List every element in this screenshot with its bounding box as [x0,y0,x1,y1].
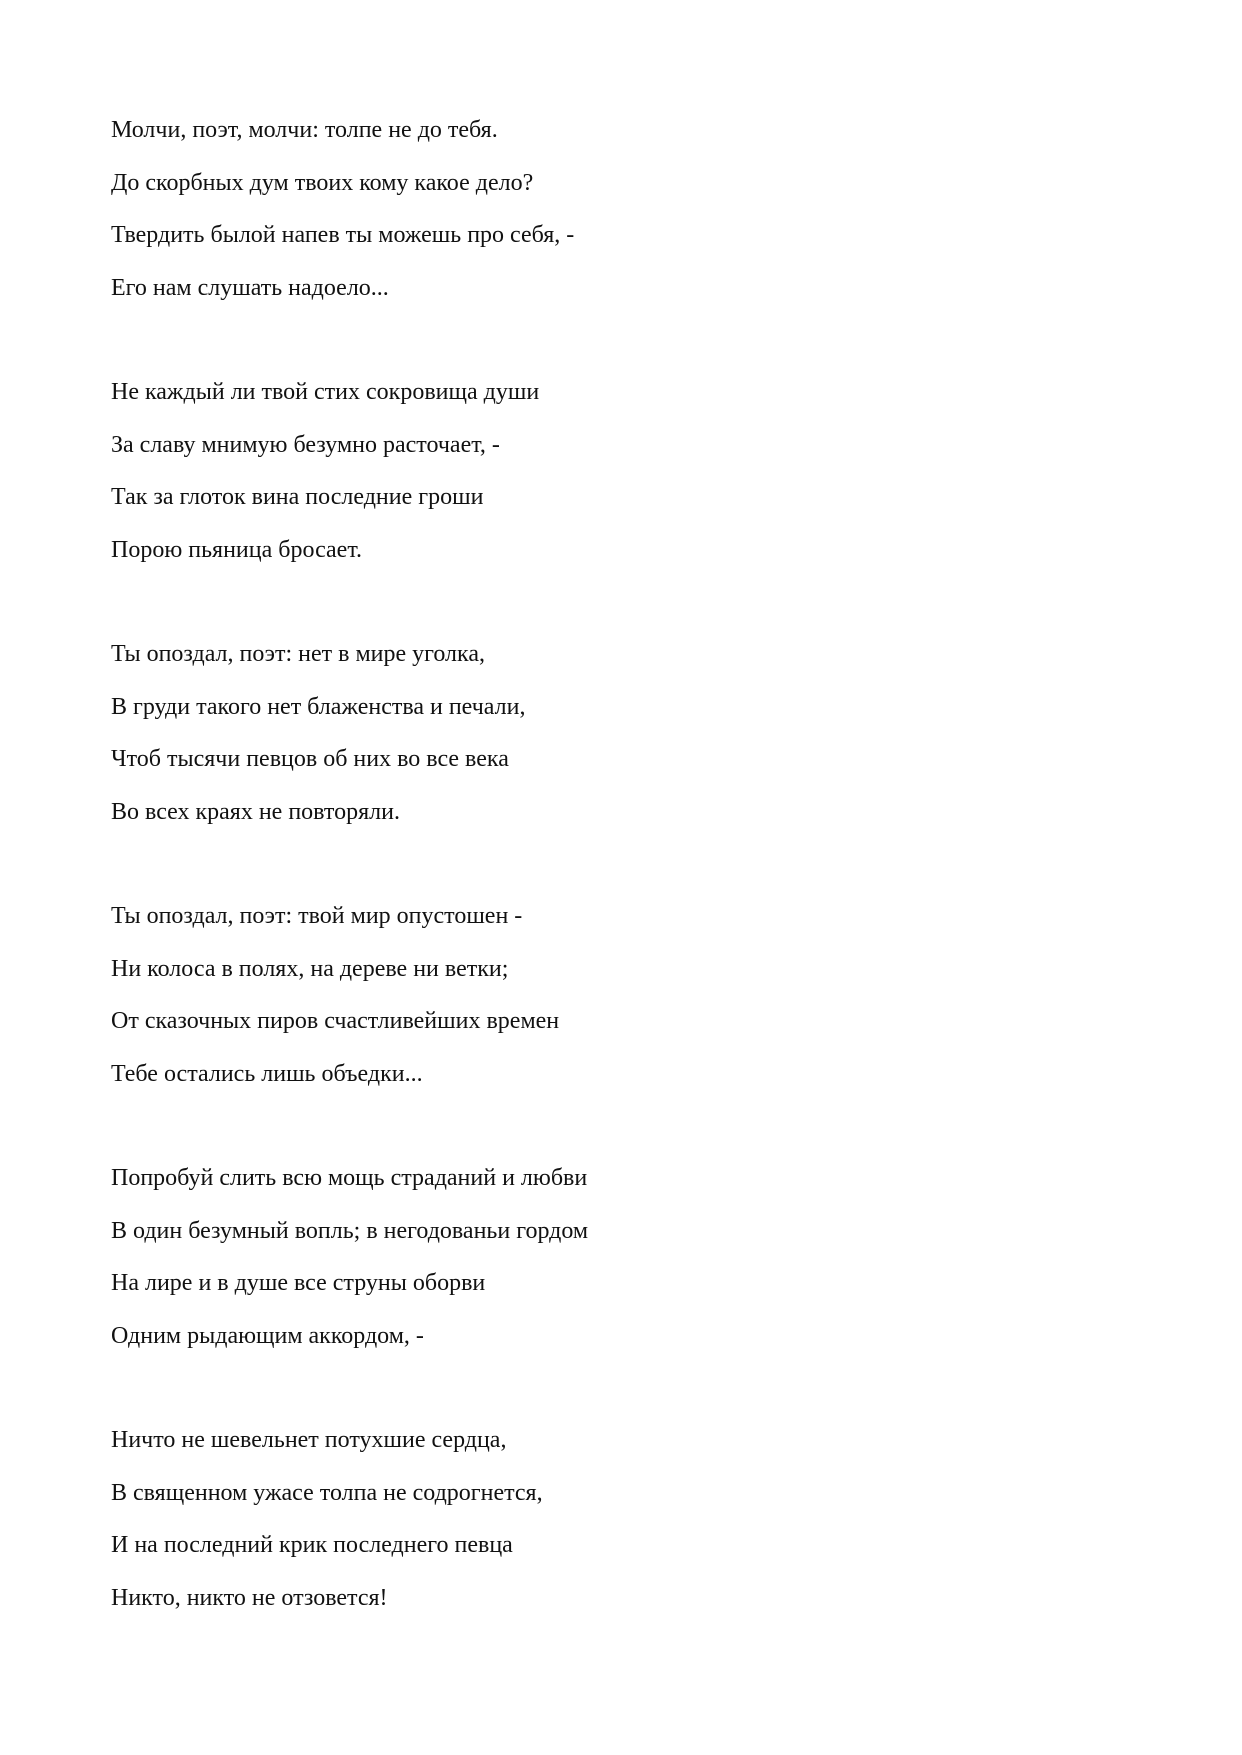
poem-line: Ни колоса в полях, на дереве ни ветки; [111,955,509,982]
poem-line: Так за глоток вина последние гроши [111,484,484,510]
poem-line: Ты опоздал, поэт: твой мир опустошен - [111,903,523,929]
poem-line: От сказочных пиров счастливейших времен [111,1008,560,1034]
poem-line: До скорбных дум твоих кому какое дело? [111,169,534,196]
poem-line: В груди такого нет блаженства и печали, [111,693,526,720]
poem-line: Его нам слушать надоело... [111,274,389,301]
stanza-1 [111,104,1111,314]
poem-line: Ты опоздал, поэт: нет в мире уголка, [111,641,485,667]
stanza-2 [111,366,1111,576]
poem-line: В один безумный вопль; в негодованьи гордом [111,1217,589,1244]
poem-line: Ничто не шевельнет потухшие сердца, [111,1427,507,1453]
poem-body [111,104,1111,1676]
poem-line: В священном ужасе толпа не содрогнется, [111,1479,543,1506]
poem-line: Попробуй слить всю мощь страданий и любви [111,1165,588,1191]
poem-line: И на последний крик последнего певца [111,1532,513,1558]
poem-line: Во всех краях не повторяли. [111,798,400,825]
stanza-4 [111,890,1111,1100]
poem-line: На лире и в душе все струны оборви [111,1270,486,1296]
poem-line: Никто, никто не отзовется! [111,1584,388,1611]
poem-line: Тебе остались лишь объедки... [111,1060,423,1087]
stanza-3 [111,628,1111,838]
stanza-5 [111,1152,1111,1362]
poem-line: Одним рыдающим аккордом, - [111,1322,424,1349]
poem-line: Твердить былой напев ты можешь про себя, - [111,222,575,248]
poem-line: Чтоб тысячи певцов об них во все века [111,746,509,772]
poem-line: Не каждый ли твой стих сокровища души [111,379,540,405]
poem-line: Молчи, поэт, молчи: толпе не до тебя. [111,117,498,143]
poem-line: Порою пьяница бросает. [111,536,363,563]
stanza-6 [111,1414,1111,1624]
poem-line: За славу мнимую безумно расточает, - [111,431,500,458]
